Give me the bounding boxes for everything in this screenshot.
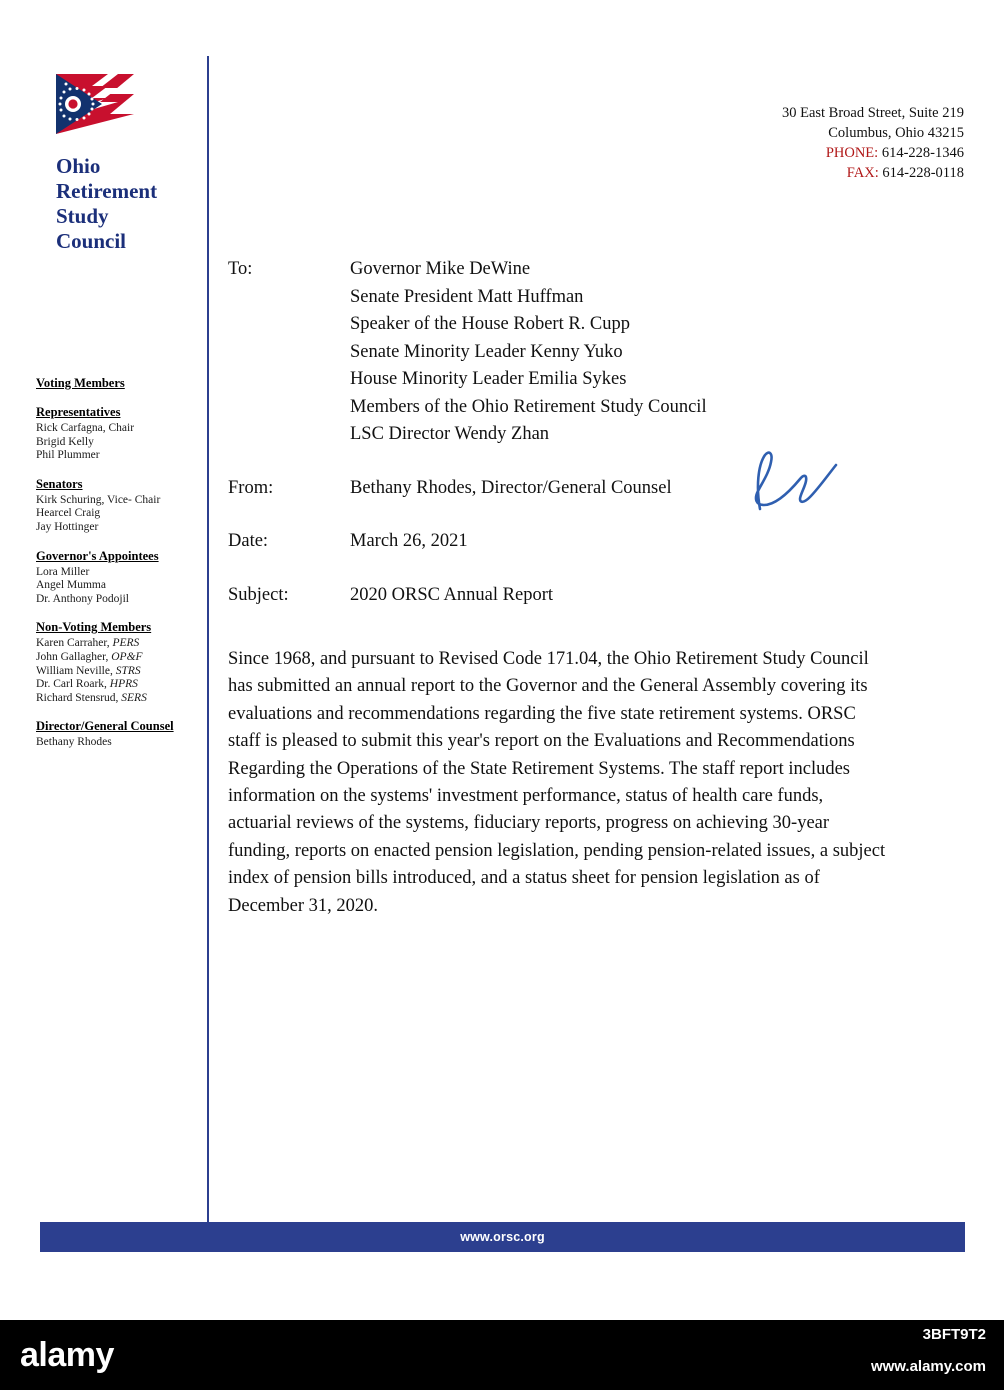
- org-name-line-3: Study: [56, 204, 109, 228]
- sidebar-member: Kirk Schuring, Vice- Chair: [36, 493, 161, 506]
- memo-row-to: [228, 256, 888, 449]
- org-name-line-4: Council: [56, 229, 127, 253]
- fax-label: FAX:: [846, 165, 879, 181]
- recipient: Speaker of the House Robert R. Cupp: [350, 314, 631, 334]
- recipient: Governor Mike DeWine: [350, 259, 531, 279]
- sidebar-group-heading: Governor's Appointees: [36, 548, 159, 563]
- org-name-line-1: Ohio: [56, 154, 101, 178]
- recipient: LSC Director Wendy Zhan: [350, 424, 550, 444]
- sidebar-member: Bethany Rhodes: [36, 736, 112, 749]
- fax-line: [782, 163, 964, 183]
- sidebar-title-group: [36, 375, 201, 391]
- sidebar-group-director: [36, 718, 201, 750]
- address-line-1: 30 East Broad Street, Suite 219: [781, 105, 964, 121]
- fax-number: 614-228-0118: [882, 165, 964, 181]
- recipient: House Minority Leader Emilia Sykes: [350, 369, 627, 389]
- memo-row-subject: [228, 582, 888, 610]
- sidebar-group-representatives: [36, 404, 201, 463]
- footer-website-bar: [40, 1222, 965, 1252]
- memo-subject-value: 2020 ORSC Annual Report: [350, 584, 553, 605]
- sidebar-member: Richard Stensrud, SERS: [36, 691, 147, 704]
- sidebar-group-senators: [36, 476, 201, 535]
- sidebar-member: Karen Carraher, PERS: [36, 637, 140, 650]
- sidebar-member: Hearcel Craig: [36, 507, 101, 520]
- memo-from-value: Bethany Rhodes, Director/General Counsel: [350, 477, 672, 498]
- sidebar-member: John Gallagher, OP&F: [36, 650, 143, 663]
- sidebar-member: Lora Miller: [36, 565, 90, 578]
- phone-label: PHONE:: [825, 145, 879, 161]
- memo-from-label: From:: [228, 477, 274, 498]
- sidebar-member: Phil Plummer: [36, 449, 100, 462]
- alamy-logo: alamy: [20, 1336, 114, 1374]
- recipient: Members of the Ohio Retirement Study Council: [350, 396, 707, 417]
- recipient: Senate President Matt Huffman: [350, 286, 584, 307]
- stock-watermark-band: [0, 1320, 1004, 1390]
- sidebar-member: Dr. Anthony Podojil: [36, 592, 129, 605]
- letterhead-divider-rule: [207, 56, 209, 1241]
- image-id-label: 3BFT9T2: [922, 1326, 986, 1343]
- memo-row-date: [228, 528, 888, 556]
- footer-website-text: www.orsc.org: [460, 1230, 545, 1244]
- members-sidebar: [36, 375, 201, 763]
- sidebar-group-heading: Senators: [36, 476, 83, 491]
- sidebar-group-governors-appointees: [36, 548, 201, 607]
- memo-subject-label: Subject:: [228, 584, 289, 605]
- recipient: Senate Minority Leader Kenny Yuko: [350, 341, 623, 362]
- sidebar-member: Brigid Kelly: [36, 435, 94, 448]
- sidebar-member: Jay Hottinger: [36, 520, 99, 533]
- memo-date-label: Date:: [228, 531, 269, 551]
- sidebar-member: Rick Carfagna, Chair: [36, 422, 135, 434]
- sidebar-group-non-voting-members: [36, 619, 201, 705]
- memo-to-label: To:: [228, 259, 253, 279]
- memo-date-value: March 26, 2021: [350, 531, 468, 551]
- sidebar-group-heading: Director/General Counsel: [36, 719, 174, 734]
- sidebar-member: William Neville, STRS: [36, 664, 141, 677]
- address-line-2: Columbus, Ohio 43215: [828, 125, 964, 141]
- letterhead-logo-block: [56, 72, 196, 254]
- contact-block: [782, 103, 964, 183]
- organization-name: [56, 154, 196, 254]
- phone-number: 614-228-1346: [881, 145, 964, 161]
- sidebar-title: Voting Members: [36, 376, 125, 390]
- memo-body-paragraph: Since 1968, and pursuant to Revised Code 171.04, the Ohio Retirement Study Council has submitted an annual report to the Governor and the General Assembly covering its evaluations and recommendations regarding the five state retirement systems. ORSC staff is pleased to submit this year's report on the Evaluations and Recommendations Regarding the Operations of the State Retirement Systems. The staff report includes information on the systems' investment performance, status of health care funds, actuarial reviews of the systems, fiduciary reports, progress on achieving 30-year funding, reports on enacted pension legislation, pending pension-related issues, a subject index of pension bills introduced, and a status sheet for pension legislation as of December 31, 2020.: [228, 649, 886, 916]
- sidebar-group-heading: Non-Voting Members: [36, 620, 152, 635]
- memo-row-from: [228, 475, 888, 503]
- sidebar-group-heading: Representatives: [36, 405, 121, 419]
- stock-site-url: www.alamy.com: [870, 1358, 986, 1375]
- memo-header: [228, 256, 888, 615]
- memo-to-value: [350, 256, 707, 449]
- phone-line: [782, 143, 964, 163]
- signature-mark: [738, 447, 848, 517]
- sidebar-member: Dr. Carl Roark, HPRS: [36, 678, 138, 691]
- org-name-line-2: Retirement: [56, 179, 158, 203]
- ohio-state-flag-icon: [56, 72, 168, 144]
- sidebar-member: Angel Mumma: [36, 579, 106, 592]
